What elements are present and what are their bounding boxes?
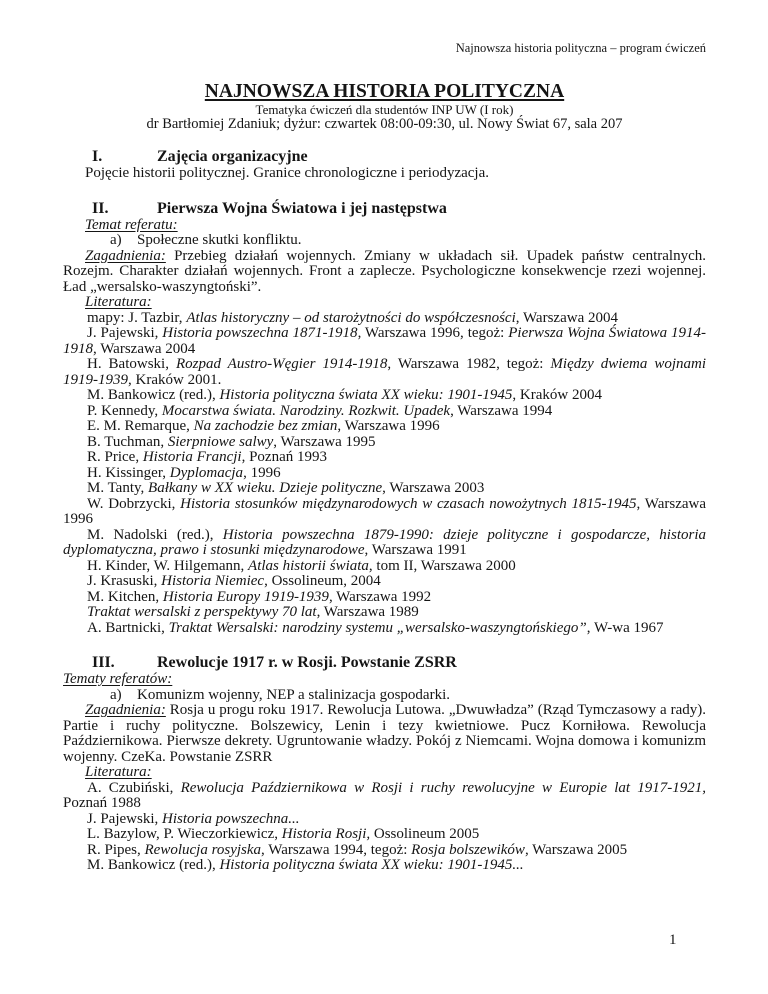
- bib-title: Rozpad Austro-Węgier 1914-1918: [175, 356, 388, 372]
- bib-text: , Warszawa 2005: [524, 841, 628, 858]
- bib-text: , Warszawa 1996, tegoż:: [357, 325, 509, 341]
- literatura-label-text: Literatura:: [85, 294, 152, 310]
- bibliography-entry: [63, 574, 706, 590]
- bib-text: , Warszawa 2004: [93, 340, 196, 357]
- topic-marker: a): [110, 686, 122, 703]
- bibliography-entry: [63, 326, 706, 357]
- bib-text: R. Price,: [87, 449, 143, 465]
- bib-text: M. Kitchen,: [87, 588, 163, 605]
- bib-text: , Poznań 1993: [241, 449, 328, 465]
- zagadnienia-paragraph: [63, 703, 706, 765]
- bib-title: Traktat wersalski z perspektywy 70 lat: [87, 604, 317, 620]
- bib-text: M. Bankowicz (red.),: [87, 387, 220, 403]
- bib-text: B. Tuchman,: [87, 433, 168, 450]
- bib-text: P. Kennedy,: [87, 402, 162, 419]
- bibliography-entry: [63, 404, 706, 420]
- section-number: I.: [92, 148, 103, 165]
- bib-title: Historia polityczna świata XX wieku: 1901-1945: [219, 387, 513, 403]
- bib-text: M. Bankowicz (red.),: [87, 857, 220, 873]
- bibliography-entry: [63, 858, 706, 874]
- bibliography-entry: [63, 466, 706, 482]
- bib-text: J. Pajewski,: [87, 810, 162, 827]
- bib-text: , Warszawa 2004: [515, 309, 618, 326]
- section-heading-2: [63, 200, 706, 218]
- zagadnienia-paragraph: [63, 249, 706, 296]
- literatura-label: [63, 295, 706, 311]
- bib-title: Rewolucja rosyjska: [144, 841, 262, 858]
- section-heading-3: [63, 654, 706, 672]
- bib-title: Rosja bolszewików: [411, 841, 525, 858]
- section-number: II.: [92, 199, 109, 217]
- topics-label-text: Temat referatu:: [85, 216, 178, 233]
- running-header: Najnowsza historia polityczna – program ćwiczeń: [455, 41, 706, 55]
- section-title: Pierwsza Wojna Światowa i jej następstwa: [157, 199, 447, 217]
- bib-title: Historia Niemiec: [161, 573, 265, 589]
- bibliography-entry: [63, 827, 706, 843]
- document-title-text: NAJNOWSZA HISTORIA POLITYCZNA: [204, 81, 565, 102]
- bib-title: Historia Rosji,: [281, 826, 371, 842]
- bib-text: W. Dobrzycki,: [87, 495, 181, 512]
- literatura-label-text: Literatura:: [85, 764, 152, 780]
- section-1-intro: Pojęcie historii politycznej. Granice chronologiczne i periodyzacja.: [85, 165, 490, 181]
- bib-title: Atlas historyczny – od starożytności do współczesności: [186, 309, 516, 326]
- bibliography-entry: [63, 435, 706, 451]
- bibliography-entry: [63, 528, 706, 559]
- bibliography-entry: [63, 481, 706, 497]
- bibliography-entry: [63, 605, 706, 621]
- page-number: 1: [669, 932, 677, 948]
- section-heading-1: [63, 148, 706, 166]
- bib-text: H. Kissinger,: [87, 464, 170, 481]
- bib-text: , tom II, Warszawa 2000: [368, 557, 516, 574]
- bib-text: , W-wa 1967: [586, 619, 664, 636]
- bibliography-entry: [63, 450, 706, 466]
- bibliography-entry: [63, 781, 706, 812]
- bib-title: Historia powszechna 1879-1990: dzieje polityczne i gospodarcze, historia dyplomatyczna, prawo i stosunki międzynarodowe: [63, 526, 706, 558]
- zagadnienia-label: Zagadnienia:: [85, 247, 166, 264]
- bib-title: Traktat Wersalski: narodziny systemu „wersalsko-waszyngtońskiego”: [168, 619, 587, 636]
- zagadnienia-text: Rosja u progu roku 1917. Rewolucja Lutowa. „Dwuwładza” (Rząd Tymczasowy a rady). Partie i ruchy polityczne. Bolszewicy, Lenin i tezy kwietniowe. Pucz Korniłowa. Rewolucja Październikowa. Pierwsze dekrety. Ugruntowanie władzy. Pokój z Niemcami. Wojna domowa i komunizm wojenny. CzeKa. Powstanie ZSRR: [63, 702, 706, 765]
- bib-text: , Warszawa 1996: [337, 418, 440, 434]
- document-title: [63, 81, 706, 102]
- bib-text: , Warszawa 1995: [273, 433, 376, 450]
- bib-text: , Warszawa 1991: [364, 542, 467, 558]
- bib-text: , Warszawa 1992: [328, 588, 432, 605]
- bib-title: Historia Francji: [142, 449, 242, 465]
- bib-text: , 1996: [243, 464, 281, 481]
- topic-marker: a): [110, 232, 122, 248]
- bib-text: L. Bazylow, P. Wieczorkiewicz,: [87, 826, 282, 842]
- zagadnienia-text: Przebieg działań wojennych. Zmiany w układach sił. Upadek państw centralnych. Rozejm. Charakter działań wojennych. Front a zaplecze. Psychologiczne konsekwencje rzezi wojennej. Ład „wersalsko-waszyngtoński”.: [63, 247, 707, 295]
- topic-item: [63, 688, 706, 704]
- bib-title: Historia polityczna świata XX wieku: 1901-1945...: [219, 857, 524, 873]
- bib-text: J. Krasuski,: [87, 573, 162, 589]
- bib-text: , Ossolineum, 2004: [264, 573, 381, 589]
- bib-title: Na zachodzie bez zmian: [193, 418, 338, 434]
- bib-text: mapy: J. Tazbir,: [87, 309, 187, 326]
- bibliography-entry: [63, 559, 706, 575]
- lecturer-info: dr Bartłomiej Zdaniuk; dyżur: czwartek 08:00-09:30, ul. Nowy Świat 67, sala 207: [146, 116, 623, 132]
- bibliography-entry: [63, 590, 706, 606]
- bibliography-entry: [63, 621, 706, 637]
- bibliography-entry: [63, 843, 706, 859]
- section-title: Zajęcia organizacyjne: [157, 148, 308, 165]
- bib-text: Poznań 1988: [63, 795, 141, 811]
- bib-text: , Warszawa 1982, tegoż:: [387, 356, 551, 372]
- document-subtitle: Tematyka ćwiczeń dla studentów INP UW (I rok): [255, 102, 514, 117]
- bib-title: Historia Europy 1919-1939: [162, 588, 329, 605]
- topics-label-text: Tematy referatów:: [63, 671, 173, 687]
- bibliography-entry: [63, 388, 706, 404]
- bibliography-list: [63, 781, 706, 874]
- bib-title: Atlas historii świata: [248, 557, 369, 574]
- literatura-label: [63, 765, 706, 781]
- bib-text: , Kraków 2004: [512, 387, 602, 403]
- bib-title: Historia powszechna 1871-1918: [162, 325, 358, 341]
- bibliography-entry: [63, 497, 706, 528]
- bib-title: Między dwiema wojnami 1919-1939: [63, 356, 707, 388]
- bib-text: , Warszawa 2003: [382, 480, 485, 496]
- bib-text: , Warszawa 1994: [450, 402, 553, 419]
- bib-text: M. Tanty,: [87, 480, 149, 496]
- section-title: Rewolucje 1917 r. w Rosji. Powstanie ZSRR: [157, 654, 457, 671]
- bib-title: Historia stosunków międzynarodowych w czasach nowożytnych 1815-1945: [180, 495, 637, 512]
- zagadnienia-label: Zagadnienia:: [85, 702, 166, 718]
- bib-text: , Kraków 2001.: [128, 371, 222, 388]
- bib-text: , Warszawa 1996: [63, 495, 707, 527]
- bib-title: Sierpniowe salwy: [167, 433, 274, 450]
- bibliography-list: [63, 311, 706, 637]
- bibliography-entry: [63, 357, 706, 388]
- bib-text: R. Pipes,: [87, 841, 145, 858]
- bib-title: Dyplomacja: [169, 464, 244, 481]
- topic-text: Komunizm wojenny, NEP a stalinizacja gospodarki.: [137, 686, 450, 703]
- bibliography-entry: [63, 311, 706, 327]
- bib-title: Historia powszechna...: [162, 810, 300, 827]
- bib-title: Rewolucja Październikowa w Rosji i ruchy rewolucyjne w Europie lat 1917-1921,: [180, 779, 706, 796]
- bib-title: Bałkany w XX wieku. Dzieje polityczne: [148, 480, 383, 496]
- bib-text: Ossolineum 2005: [370, 826, 480, 842]
- topics-label: [63, 672, 706, 688]
- bib-title: Pierwsza Wojna Światowa 1914-1918: [63, 325, 707, 357]
- bib-text: H. Batowski,: [87, 356, 176, 372]
- bib-text: H. Kinder, W. Hilgemann,: [87, 557, 249, 574]
- bib-text: A. Czubiński,: [87, 779, 181, 796]
- bibliography-entry: [63, 812, 706, 828]
- topic-item: [63, 233, 706, 249]
- bibliography-entry: [63, 419, 706, 435]
- topics-label: [63, 218, 706, 234]
- section-number: III.: [92, 654, 115, 671]
- bib-text: , Warszawa 1994, tegoż:: [261, 841, 412, 858]
- bib-text: E. M. Remarque,: [87, 418, 194, 434]
- bib-text: M. Nadolski (red.),: [87, 526, 223, 543]
- bib-text: J. Pajewski,: [87, 325, 163, 341]
- topic-text: Społeczne skutki konfliktu.: [137, 232, 302, 248]
- bib-text: , Warszawa 1989: [316, 604, 419, 620]
- bib-text: A. Bartnicki,: [87, 619, 169, 636]
- bib-title: Mocarstwa świata. Narodziny. Rozkwit. Upadek: [161, 402, 451, 419]
